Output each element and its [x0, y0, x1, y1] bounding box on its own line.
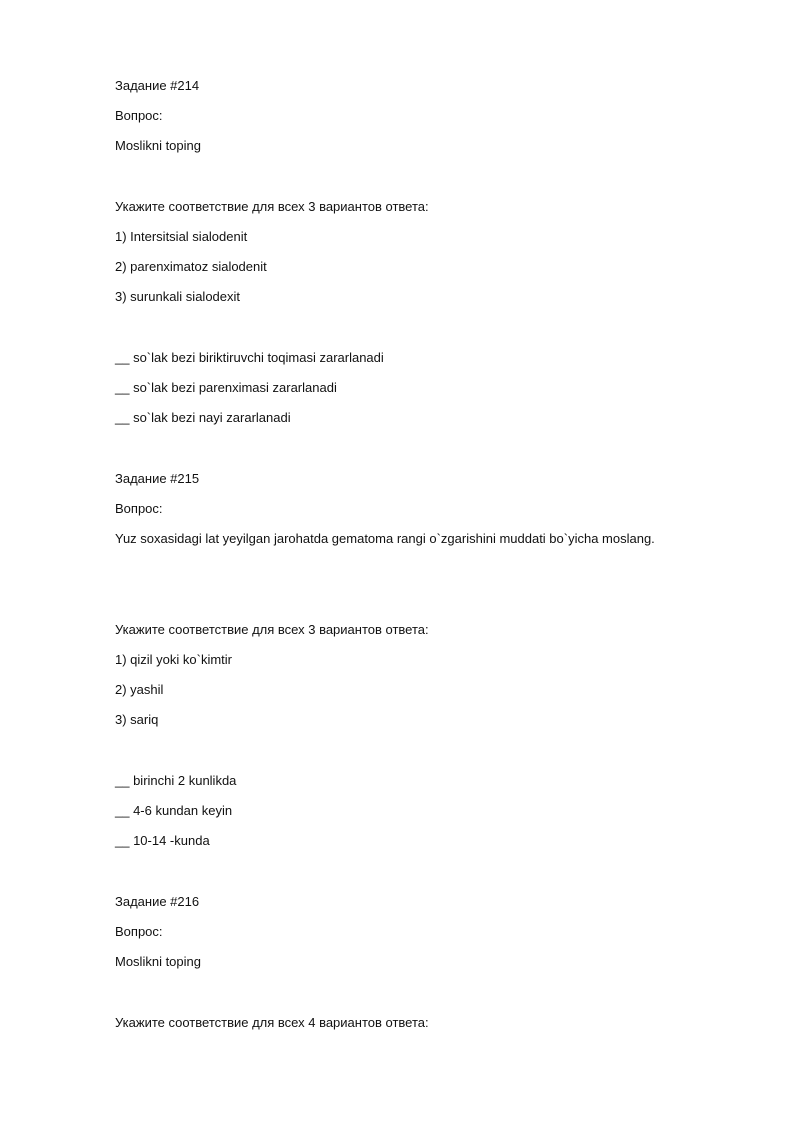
answer-option: 1) qizil yoki ko`kimtir [115, 652, 233, 667]
answer-option: 2) yashil [115, 682, 164, 697]
instruction-text: Укажите соответствие для всех 3 вариантов ответа: [115, 199, 429, 214]
match-blank: __ so`lak bezi parenximasi zararlanadi [115, 380, 337, 395]
instruction-text: Укажите соответствие для всех 3 вариантов ответа: [115, 622, 429, 637]
answer-option: 2) parenximatoz sialodenit [115, 259, 267, 274]
question-text: Moslikni toping [115, 138, 201, 153]
answer-option: 3) surunkali sialodexit [115, 289, 241, 304]
task-header: Задание #214 [115, 78, 200, 93]
match-blank: __ so`lak bezi biriktiruvchi toqimasi zararlanadi [115, 350, 384, 365]
question-text: Yuz soxasidagi lat yeyilgan jarohatda gematoma rangi o`zgarishini muddati bo`yicha moslang. [115, 531, 655, 546]
match-blank: __ so`lak bezi nayi zararlanadi [115, 410, 291, 425]
task-header: Задание #215 [115, 471, 200, 486]
question-label: Вопрос: [115, 501, 163, 516]
answer-option: 3) sariq [115, 712, 159, 727]
question-label: Вопрос: [115, 108, 163, 123]
match-blank: __ 4-6 kundan keyin [115, 803, 233, 818]
instruction-text: Укажите соответствие для всех 4 вариантов ответа: [115, 1015, 429, 1030]
question-label: Вопрос: [115, 924, 163, 939]
match-blank: __ birinchi 2 kunlikda [115, 773, 237, 788]
answer-option: 1) Intersitsial sialodenit [115, 229, 248, 244]
question-text: Moslikni toping [115, 954, 201, 969]
match-blank: __ 10-14 -kunda [115, 833, 210, 848]
task-header: Задание #216 [115, 894, 200, 909]
